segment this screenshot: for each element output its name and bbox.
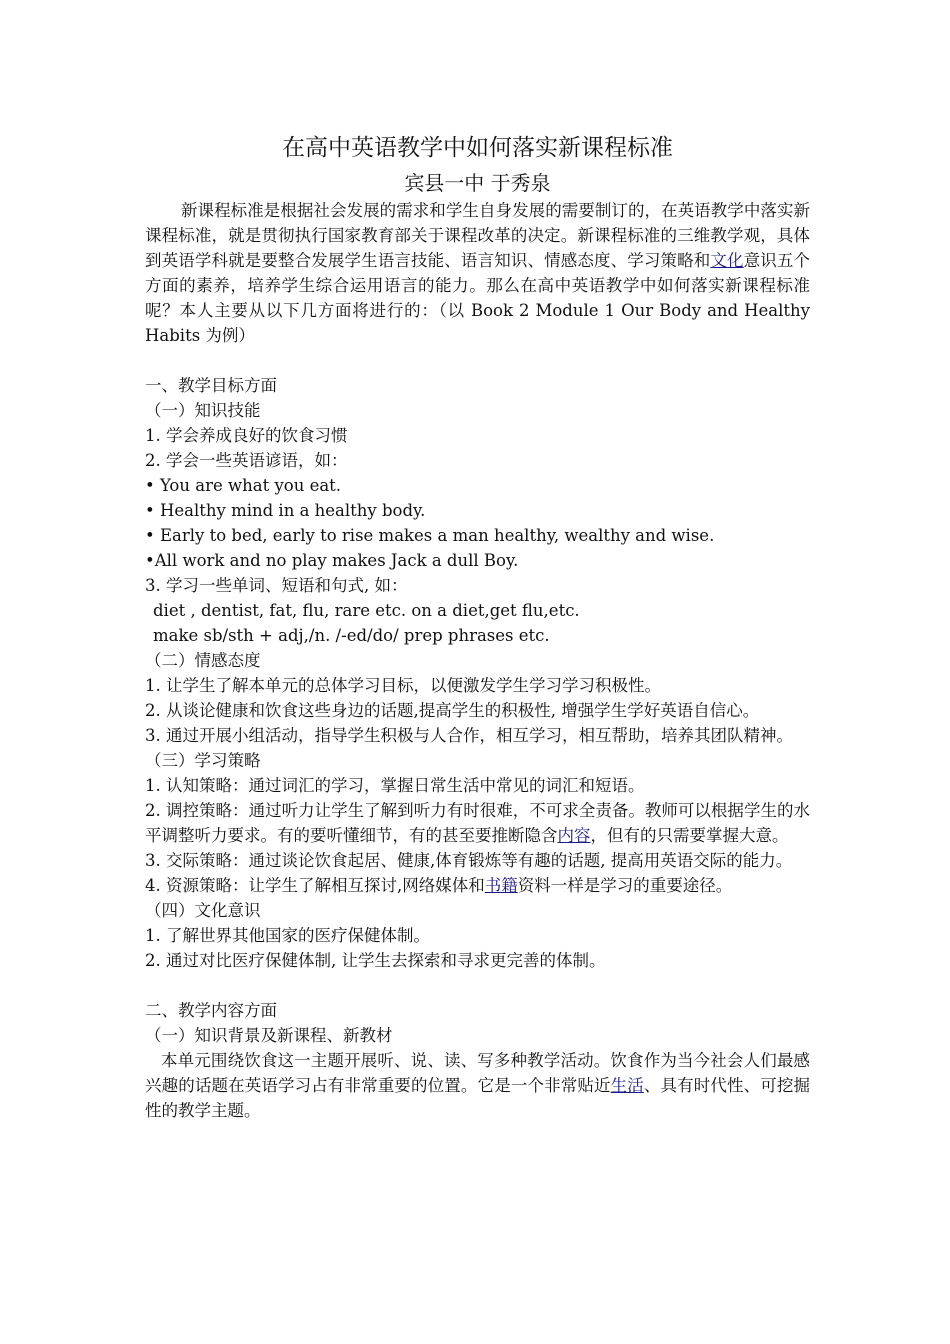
culture-link[interactable]: 文化	[710, 251, 744, 270]
proverb-item: •All work and no play makes Jack a dull Boy.	[145, 551, 519, 570]
strategy-4-text-a: 4. 资源策略：让学生了解相互探讨,网络媒体和	[145, 876, 485, 895]
spacer	[145, 973, 810, 998]
list-item	[145, 798, 810, 848]
intro-text-b: 意识五个方面的素养，培养学生综合运用语言的能力。那么在高中英语教学中如何落实新课程标准呢？本人主要从以下几方面将进行的：（以 Book 2 Module 1 Our Body and Healthy Habits 为例）	[145, 251, 811, 345]
section-2-sub-1: （一）知识背景及新课程、新教材	[145, 1026, 393, 1045]
section-2-heading: 二、教学内容方面	[145, 1001, 277, 1020]
list-item: 2. 从谈论健康和饮食这些身边的话题,提高学生的积极性, 增强学生学好英语自信心。	[145, 701, 760, 720]
spacer	[145, 348, 810, 373]
list-item: 1. 学会养成良好的饮食习惯	[145, 426, 348, 445]
list-item: 1. 了解世界其他国家的医疗保健体制。	[145, 926, 430, 945]
list-item	[145, 873, 810, 898]
page-title: 在高中英语教学中如何落实新课程标准	[282, 135, 673, 161]
list-item: 3. 通过开展小组活动，指导学生积极与人合作，相互学习，相互帮助，培养其团队精神。	[145, 726, 793, 745]
intro-paragraph	[145, 198, 810, 348]
strategy-2-text-a: 2. 调控策略：通过听力让学生了解到听力有时很难，不可求全责备。教师可以根据学生的水平调整听力要求。有的要听懂细节，有的甚至要推断隐含	[145, 801, 810, 845]
list-item: 1. 认知策略：通过词汇的学习，掌握日常生活中常见的词汇和短语。	[145, 776, 645, 795]
section-2-paragraph	[145, 1048, 810, 1123]
list-item: 2. 学会一些英语谚语，如：	[145, 451, 348, 470]
section-2-text-a: 本单元围绕饮食这一主题开展听、说、读、写多种教学活动。饮食作为当今社会人们最感兴趣的话题在英语学习占有非常重要的位置。它是一个非常贴近	[145, 1051, 810, 1095]
proverb-item: • Healthy mind in a healthy body.	[145, 501, 426, 520]
content-link[interactable]: 内容	[557, 826, 591, 845]
vocab-line: diet , dentist, fat, flu, rare etc. on a diet,get flu,etc.	[153, 601, 580, 620]
section-1-sub-4: （四）文化意识	[145, 901, 261, 920]
proverb-item: • You are what you eat.	[145, 476, 342, 495]
author-line: 宾县一中 于秀泉	[404, 171, 551, 195]
list-item: 3. 交际策略：通过谈论饮食起居、健康,体育锻炼等有趣的话题, 提高用英语交际的能力。	[145, 851, 793, 870]
list-item: 3. 学习一些单词、短语和句式, 如：	[145, 576, 408, 595]
section-1-sub-1: （一）知识技能	[145, 401, 261, 420]
list-item: 1. 让学生了解本单元的总体学习目标，以便激发学生学习学习积极性。	[145, 676, 661, 695]
strategy-2-text-b: ，但有的只需要掌握大意。	[590, 826, 789, 845]
document-page	[145, 128, 810, 1123]
list-item: 2. 通过对比医疗保健体制, 让学生去探索和寻求更完善的体制。	[145, 951, 606, 970]
section-1-sub-2: （二）情感态度	[145, 651, 261, 670]
section-1-heading: 一、教学目标方面	[145, 376, 277, 395]
life-link[interactable]: 生活	[610, 1076, 644, 1095]
books-link[interactable]: 书籍	[484, 876, 518, 895]
vocab-line: make sb/sth + adj,/n. /-ed/do/ prep phrases etc.	[153, 626, 550, 645]
intro-text-a: 新课程标准是根据社会发展的需求和学生自身发展的需要制订的，在英语教学中落实新课程标准，就是贯彻执行国家教育部关于课程改革的决定。新课程标准的三维教学观，具体到英语学科就是要整合发展学生语言技能、语言知识、情感态度、学习策略和	[145, 201, 810, 270]
section-2-text-b: 、具有时代性、可挖掘性的教学主题。	[145, 1076, 811, 1120]
section-1-sub-3: （三）学习策略	[145, 751, 261, 770]
proverb-item: • Early to bed, early to rise makes a man healthy, wealthy and wise.	[145, 526, 715, 545]
strategy-4-text-b: 资料一样是学习的重要途径。	[517, 876, 733, 895]
